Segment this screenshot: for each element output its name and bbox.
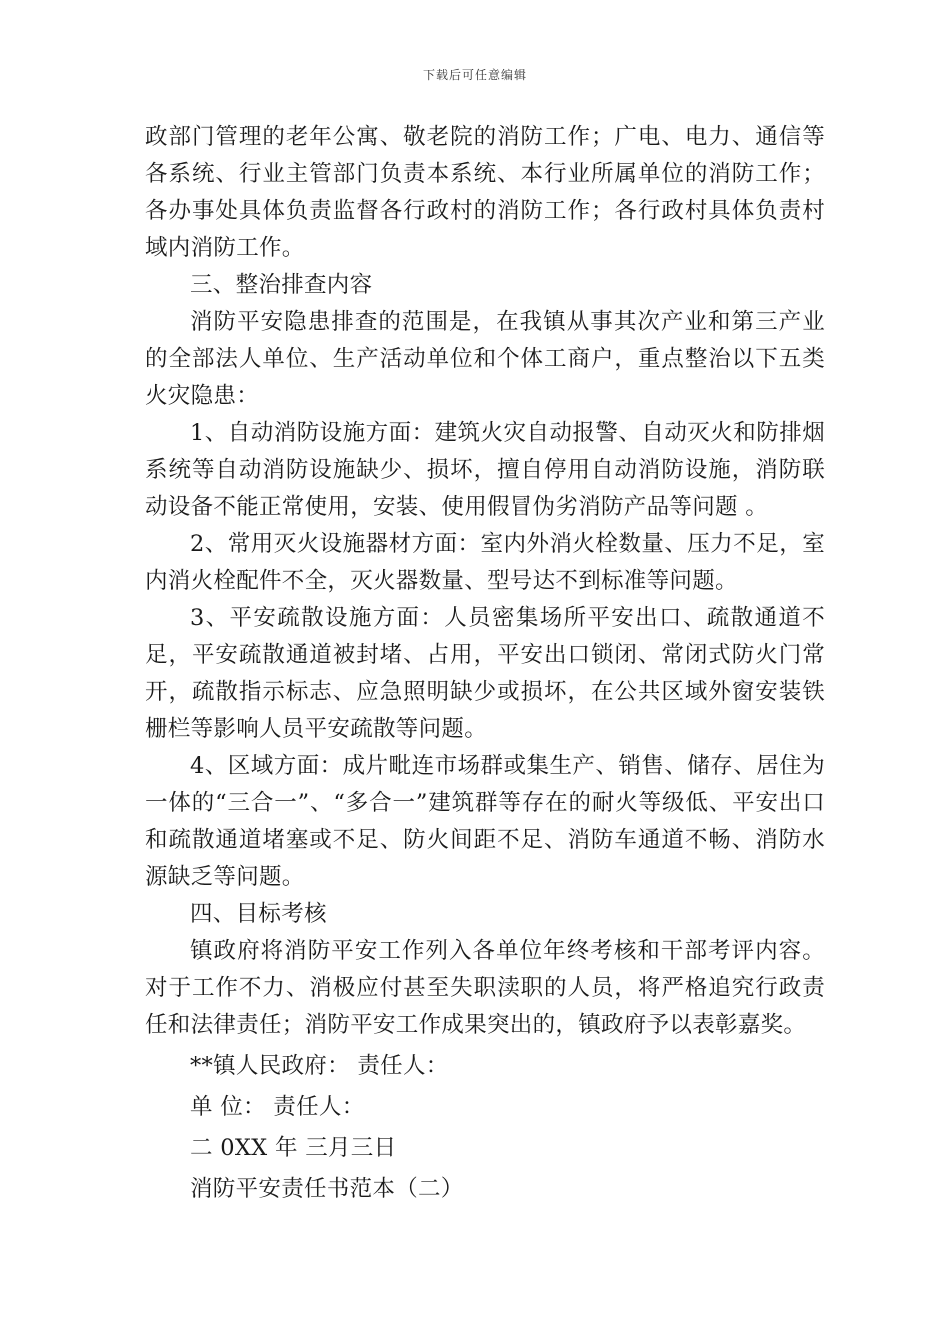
signature-line-unit: 单 位： 责任人：: [190, 1094, 365, 1120]
page-header-note: 下载后可任意编辑: [422, 68, 527, 82]
paragraph-item-3: 3、平安疏散设施方面：人员密集场所平安出口、疏散通道不足，平安疏散通道被封堵、占用，平安出口锁闭、常闭式防火门常开，疏散指示标志、应急照明缺少或损坏，在公共区域外窗安装铁栅栏等影响人员平安疏散等问题。: [145, 605, 825, 742]
section-heading-inspection-content: 三、整治排查内容: [190, 272, 373, 298]
paragraph-continuation: 政部门管理的老年公寓、敬老院的消防工作；广电、电力、通信等各系统、行业主管部门负责本系统、本行业所属单位的消防工作；各办事处具体负责监督各行政村的消防工作；各行政村具体负责村域内消防工作。: [145, 124, 825, 261]
signature-line-government: **镇人民政府： 责任人：: [190, 1053, 449, 1079]
paragraph-assessment: 镇政府将消防平安工作列入各单位年终考核和干部考评内容。对于工作不力、消极应付甚至失职渎职的人员，将严格追究行政责任和法律责任；消防平安工作成果突出的，镇政府予以表彰嘉奖。: [145, 938, 825, 1038]
paragraph-item-1: 1、自动消防设施方面：建筑火灾自动报警、自动灭火和防排烟系统等自动消防设施缺少、损坏，擅自停用自动消防设施，消防联动设备不能正常使用，安装、使用假冒伪劣消防产品等问题 。: [145, 420, 825, 520]
paragraph-inspection-scope: 消防平安隐患排查的范围是，在我镇从事其次产业和第三产业的全部法人单位、生产活动单位和个体工商户，重点整治以下五类火灾隐患：: [145, 309, 825, 409]
date-line: 二 0XX 年 三月三日: [190, 1135, 397, 1161]
next-document-title: 消防平安责任书范本（二）: [190, 1176, 464, 1202]
section-heading-target-assessment: 四、目标考核: [190, 901, 327, 927]
paragraph-item-4: 4、区域方面：成片毗连市场群或集生产、销售、储存、居住为一体的“三合一”、“多合一”建筑群等存在的耐火等级低、平安出口和疏散通道堵塞或不足、防火间距不足、消防车通道不畅、消防水源缺乏等问题。: [145, 753, 825, 890]
paragraph-item-2: 2、常用灭火设施器材方面：室内外消火栓数量、压力不足，室内消火栓配件不全，灭火器数量、型号达不到标准等问题。: [145, 531, 825, 594]
document-body: [145, 119, 825, 1208]
